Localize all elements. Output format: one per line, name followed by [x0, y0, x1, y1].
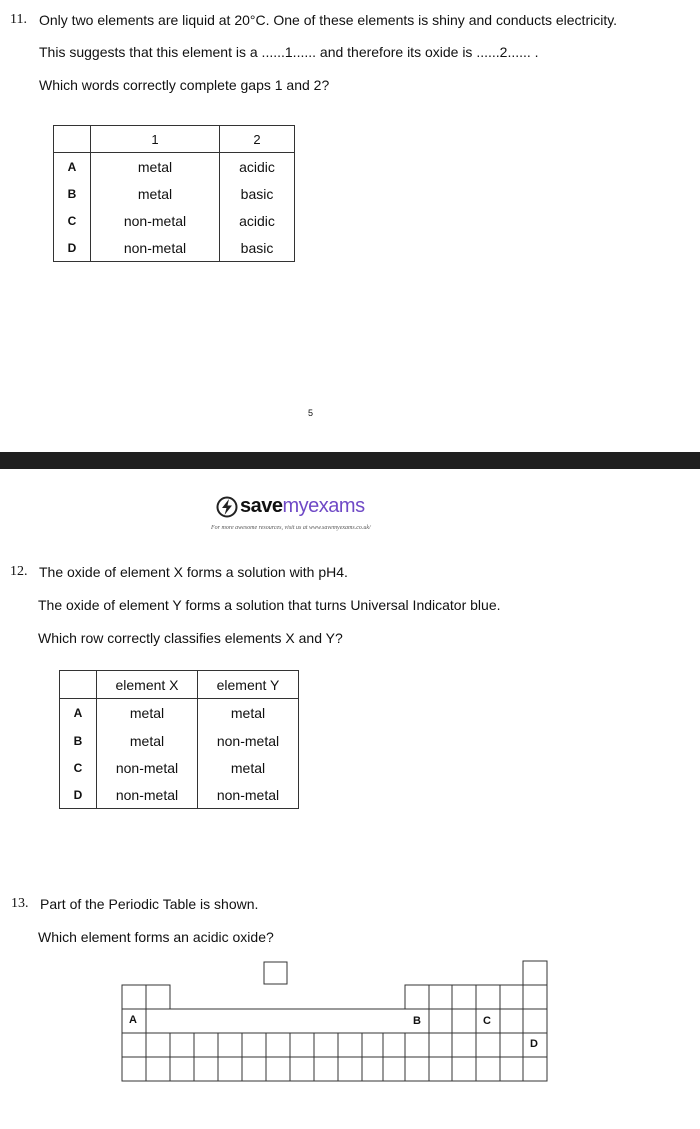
option-letter: B	[60, 728, 97, 755]
question-12-prompt: Which row correctly classifies elements X and Y?	[38, 630, 343, 646]
option-cell: metal	[97, 728, 198, 755]
logo-tagline: For more awesome resources, visit us at www.savemyexams.co.uk/	[211, 525, 371, 531]
question-11-number: 11.	[10, 12, 27, 27]
question-11-line-2: This suggests that this element is a ......1...... and therefore its oxide is ......2...... .	[39, 44, 539, 60]
option-cell: non-metal	[97, 755, 198, 782]
question-12-number: 12.	[10, 564, 28, 579]
option-cell: non-metal	[97, 782, 198, 809]
option-cell: basic	[220, 235, 295, 262]
option-letter: C	[60, 755, 97, 782]
option-letter: D	[54, 235, 91, 262]
question-13-number: 13.	[11, 896, 29, 911]
option-letter: A	[54, 153, 91, 181]
element-label-c: C	[483, 1015, 491, 1027]
option-cell: metal	[91, 153, 220, 181]
option-cell: non-metal	[198, 728, 299, 755]
option-cell: metal	[198, 755, 299, 782]
question-11-prompt: Which words correctly complete gaps 1 and 2?	[39, 77, 330, 93]
option-letter: A	[60, 699, 97, 728]
option-cell: non-metal	[91, 208, 220, 235]
option-letter: D	[60, 782, 97, 809]
option-letter: C	[54, 208, 91, 235]
element-label-a: A	[129, 1014, 137, 1026]
element-label-b: B	[413, 1015, 421, 1027]
option-cell: metal	[198, 699, 299, 728]
page-number: 5	[308, 408, 314, 418]
option-cell: metal	[91, 181, 220, 208]
table-header-cell: element X	[97, 671, 198, 699]
logo-save-text: save	[240, 495, 283, 517]
option-cell: acidic	[220, 208, 295, 235]
option-cell: basic	[220, 181, 295, 208]
table-header-cell: 2	[220, 126, 295, 153]
table-header-cell: element Y	[198, 671, 299, 699]
option-cell: non-metal	[198, 782, 299, 809]
logo-my-text: my	[282, 495, 309, 517]
option-letter: B	[54, 181, 91, 208]
question-12-line-1: The oxide of element X forms a solution with pH4.	[39, 564, 348, 580]
option-cell: acidic	[220, 153, 295, 181]
logo-exams-text: exams	[308, 495, 365, 517]
question-11-line-1: Only two elements are liquid at 20°C. One of these elements is shiny and conducts electricity.	[39, 12, 618, 28]
table-header-cell: 1	[91, 126, 220, 153]
question-13-line-1: Part of the Periodic Table is shown.	[40, 896, 259, 912]
question-13-prompt: Which element forms an acidic oxide?	[38, 929, 274, 945]
option-cell: metal	[97, 699, 198, 728]
question-12-line-2: The oxide of element Y forms a solution that turns Universal Indicator blue.	[38, 597, 501, 613]
option-cell: non-metal	[91, 235, 220, 262]
element-label-d: D	[530, 1038, 538, 1050]
